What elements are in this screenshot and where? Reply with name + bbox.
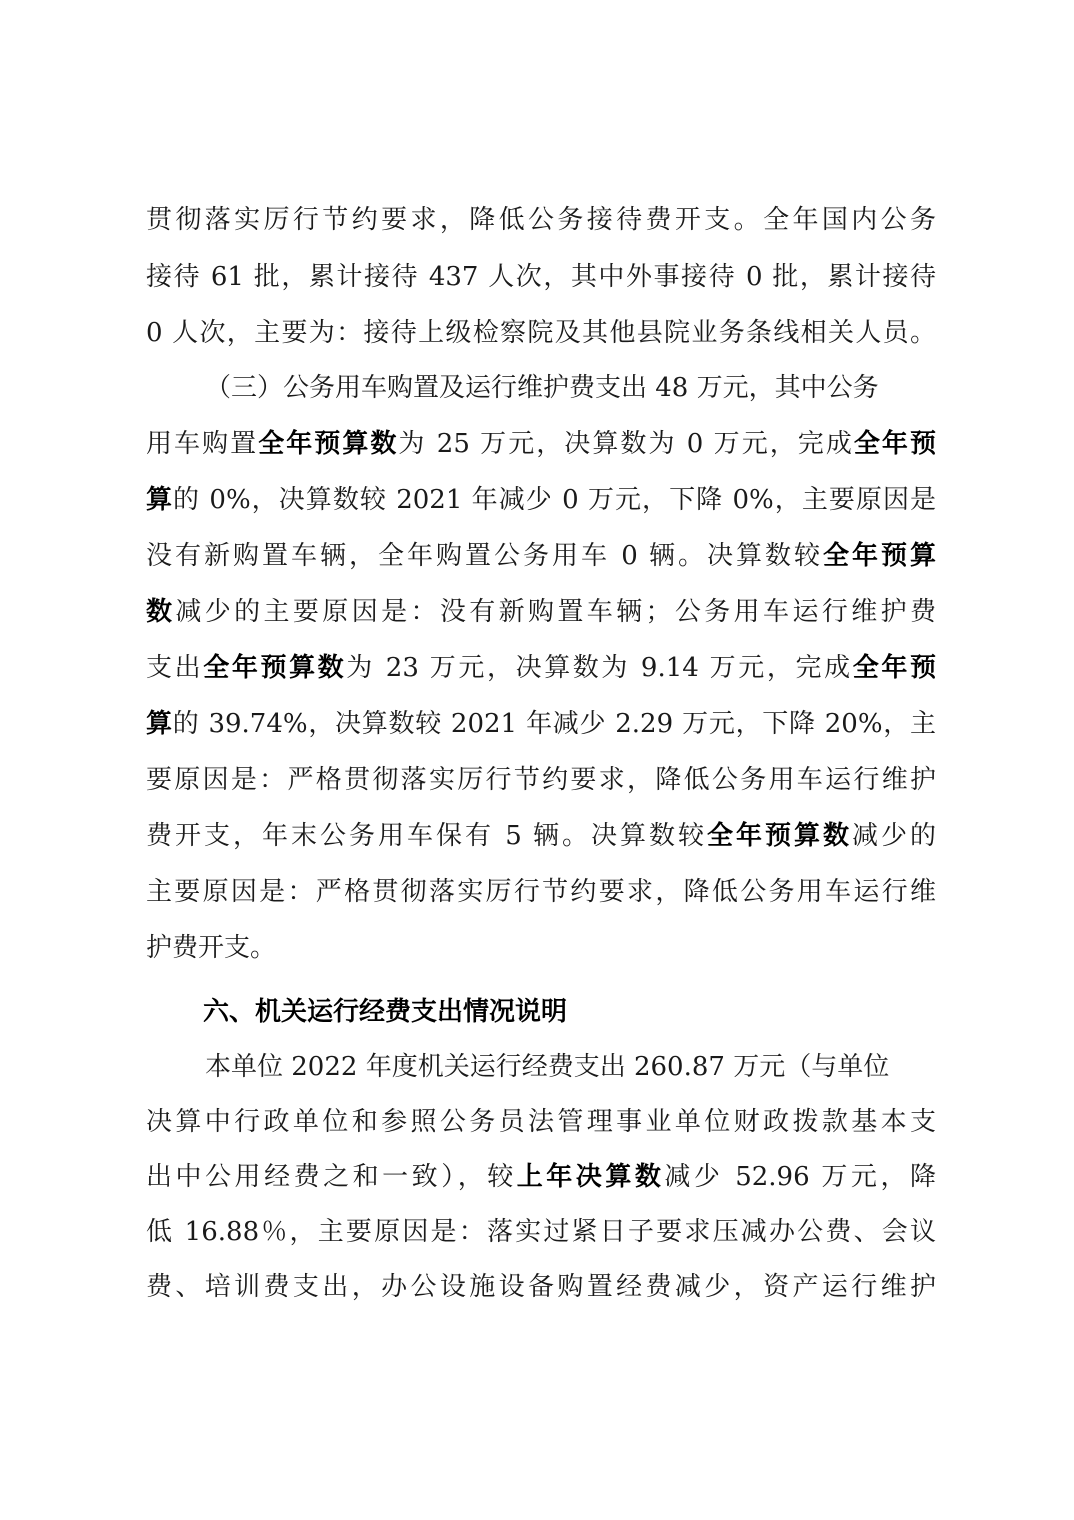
bold-term: 全年预算数 bbox=[258, 429, 399, 459]
bold-term: 全年预 bbox=[853, 429, 936, 459]
text-run: 用车购置 bbox=[146, 429, 259, 459]
paragraph-line bbox=[146, 480, 936, 520]
bold-term: 数 bbox=[146, 597, 176, 627]
text-run: 费开支，年末公务用车保有 5 辆。决算数较 bbox=[146, 821, 707, 851]
text-run: 没有新购置车辆，全年购置公务用车 0 辆。决算数较 bbox=[146, 541, 823, 571]
bold-term: 算 bbox=[146, 485, 174, 515]
bold-term: 上年决算数 bbox=[516, 1162, 665, 1192]
text-run: 的 39.74%，决算数较 2021 年减少 2.29 万元，下降 20%，主 bbox=[172, 709, 936, 739]
text-run: 减少的 bbox=[851, 821, 936, 851]
text-run: 支出 bbox=[146, 653, 204, 683]
paragraph-line: 主要原因是：严格贯彻落实厉行节约要求，降低公务用车运行维 bbox=[146, 877, 936, 907]
bold-term: 全年预 bbox=[852, 653, 936, 683]
paragraph-line: 低 16.88％，主要原因是：落实过紧日子要求压减办公费、会议 bbox=[146, 1217, 936, 1247]
paragraph-line: 费、培训费支出，办公设施设备购置经费减少，资产运行维护 bbox=[146, 1272, 936, 1302]
paragraph-line bbox=[146, 816, 936, 856]
paragraph-line: 本单位 2022 年度机关运行经费支出 260.87 万元（与单位 bbox=[205, 1052, 890, 1082]
bold-term: 全年预算数 bbox=[203, 653, 347, 683]
bold-term: 全年预算数 bbox=[707, 821, 852, 851]
paragraph-line: 要原因是：严格贯彻落实厉行节约要求，降低公务用车运行维护 bbox=[146, 765, 936, 795]
paragraph-line bbox=[146, 648, 936, 688]
text-run: 出中公用经费之和一致），较 bbox=[146, 1162, 517, 1192]
paragraph-line: 0 人次，主要为：接待上级检察院及其他县院业务条线相关人员。 bbox=[146, 318, 936, 348]
text-run: 为 25 万元，决算数为 0 万元，完成 bbox=[398, 429, 854, 459]
paragraph-line bbox=[146, 592, 936, 632]
paragraph-line: 决算中行政单位和参照公务员法管理事业单位财政拨款基本支 bbox=[146, 1107, 936, 1137]
text-run: 为 23 万元，决算数为 9.14 万元，完成 bbox=[346, 653, 853, 683]
text-run: 的 0%，决算数较 2021 年减少 0 万元，下降 0%，主要原因是 bbox=[173, 485, 936, 515]
paragraph-line bbox=[146, 704, 936, 744]
paragraph-line bbox=[146, 536, 936, 576]
paragraph-line bbox=[146, 1157, 936, 1197]
paragraph-line: 护费开支。 bbox=[146, 933, 277, 963]
text-run: 减少 52.96 万元，降 bbox=[664, 1162, 936, 1192]
paragraph-line: （三）公务用车购置及运行维护费支出 48 万元，其中公务 bbox=[205, 373, 879, 403]
paragraph-line: 贯彻落实厉行节约要求，降低公务接待费开支。全年国内公务 bbox=[146, 205, 936, 235]
section-heading: 六、机关运行经费支出情况说明 bbox=[203, 997, 568, 1027]
bold-term: 全年预算 bbox=[823, 541, 936, 571]
text-run: 减少的主要原因是：没有新购置车辆；公务用车运行维护费 bbox=[175, 597, 936, 627]
paragraph-line: 接待 61 批，累计接待 437 人次，其中外事接待 0 批，累计接待 bbox=[146, 262, 936, 292]
bold-term: 算 bbox=[146, 709, 173, 739]
paragraph-line bbox=[146, 424, 936, 464]
